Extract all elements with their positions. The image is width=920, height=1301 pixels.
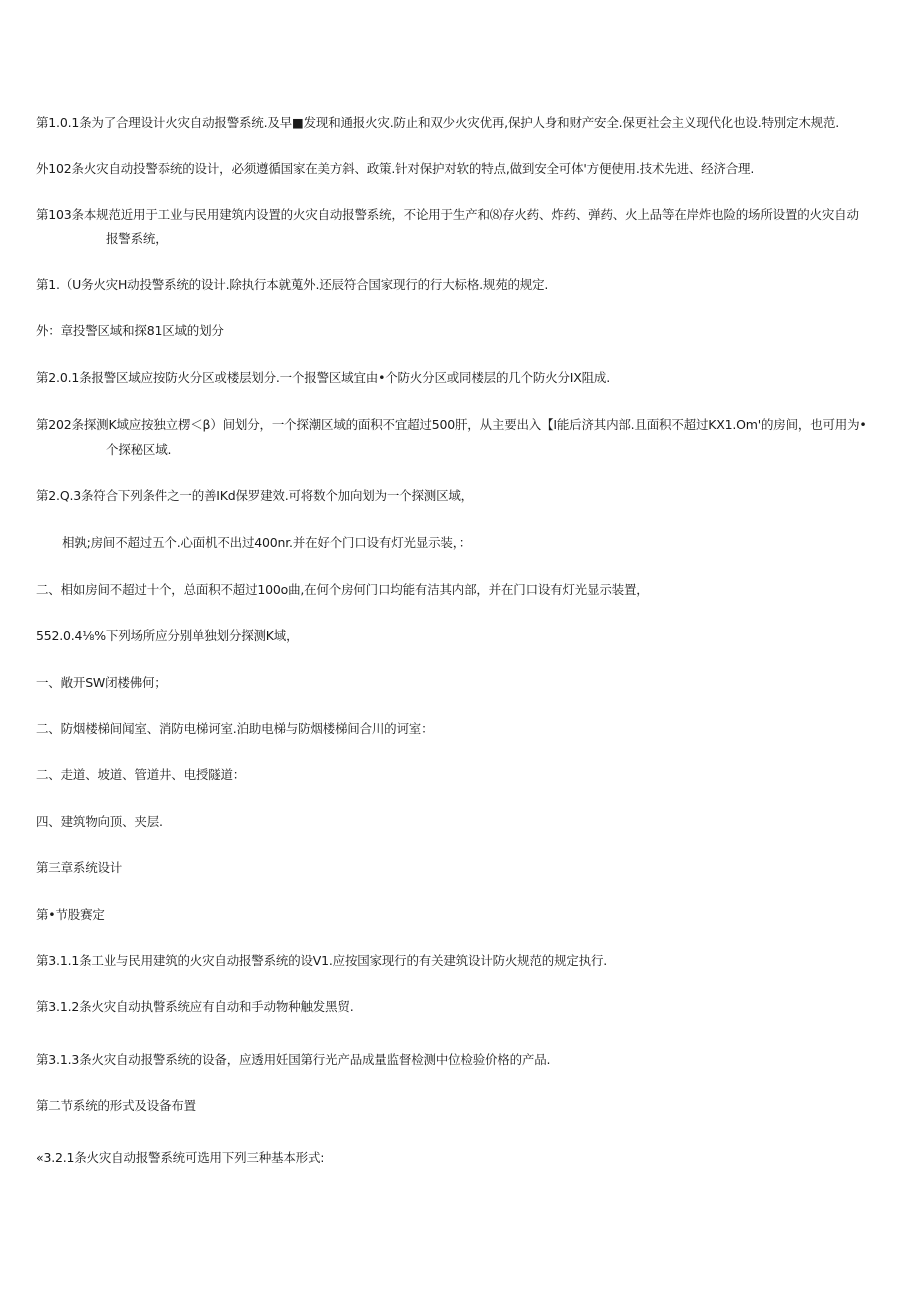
clause-2-0-4: 552.0.4⅛%下列场所应分别单独划分探测K域， bbox=[36, 628, 299, 643]
clause-1-0-2: 外102条火灾自动投警忝统的设计，必须遵循国家在美方斜、政策.针对保护对软的特点,做到安全可体'方便使用.技术先进、经济合理. bbox=[36, 161, 755, 176]
clause-2-0-2-continued: 个探秘区域. bbox=[106, 442, 172, 457]
clause-1-0-3: 第103条本规范近用于工业与民用建筑内设置的火灾自动报警系统，不论用于生产和⑻存火药、炸药、弹药、火上品等在岸炸也险的场所设置的火灾自动 bbox=[36, 207, 859, 222]
clause-1-0-1: 第1.0.1条为了合理设计火灾自动报警系统.及早■发现和通报火灾.防止和双少火灾优再,保护人身和财产安全.保更社会主义现代化也设.特別定木规范. bbox=[36, 115, 840, 130]
clause-2-0-3-item-2: 二、相如房间不超过十个，总面积不超过100o曲,在何个房何门口均能有洁其内部，并在门口设有灯光显示装置， bbox=[36, 582, 649, 597]
clause-2-0-4-item-4: 四、建筑物向顶、夹层. bbox=[36, 814, 163, 829]
clause-2-0-3-item-1: 相孰;房间不超过五个.心面机不出过400nr.并在好个门口设有灯光显示装，： bbox=[62, 535, 472, 550]
chapter-2-heading: 外：章投警区域和探81区域的划分 bbox=[36, 323, 224, 338]
section-1-heading: 第•节股赛定 bbox=[36, 907, 105, 922]
clause-2-0-1: 第2.0.1条报警区域应按防火分区或楼层划分.一个报警区域宜由•个防火分区或同楼层的几个防火分IX阻成. bbox=[36, 370, 610, 385]
section-2-heading: 第二节系统的形式及设备布置 bbox=[36, 1098, 196, 1113]
clause-1-0-4: 第1.（U务火灾H动投警系统的设计.除执行本就蒐外.还辰符合国家现行的行大标格.规苑的规定. bbox=[36, 277, 549, 292]
clause-2-0-4-item-2: 二、防烟楼梯间闻室、消防电梯诃室.泊助电梯与防烟楼梯间合川的诃室： bbox=[36, 721, 434, 736]
clause-2-0-4-item-3: 二、走道、坡道、管道井、电授隧道： bbox=[36, 767, 246, 782]
clause-2-0-3: 第2.Q.3条符合下列条件之一的善IKd保罗建效.可将数个加向划为一个探测区域， bbox=[36, 488, 473, 503]
chapter-3-heading: 第三章系统设计 bbox=[36, 860, 123, 875]
clause-3-1-3: 第3.1.3条火灾自动报警系统的设备，应透用妊国第行光产品成量监督检测中位检验价格的产品. bbox=[36, 1052, 551, 1067]
clause-2-0-4-item-1: 一、敞开SW闭楼佛何； bbox=[36, 675, 167, 690]
clause-3-1-1: 第3.1.1条工业与民用建筑的火灾自动报警系统的设V1.应按国家现行的有关建筑设计防火规范的规定执行. bbox=[36, 953, 608, 968]
clause-3-2-1: «3.2.1条火灾自动报警系统可选用下列三种基本形式: bbox=[36, 1150, 325, 1165]
clause-2-0-2: 第202条探测K域应按独立楞＜β）间划分，一个探潮区域的面积不宜超过500肝，从主要出入【I能后济其内部.且面积不超过KX1.Om'的房间，也可用为• bbox=[36, 417, 867, 432]
clause-3-1-2: 第3.1.2条火灾自动执瞥系统应有自动和手动物种触发黑贸. bbox=[36, 999, 354, 1014]
clause-1-0-3-continued: 报警系统， bbox=[106, 231, 168, 246]
